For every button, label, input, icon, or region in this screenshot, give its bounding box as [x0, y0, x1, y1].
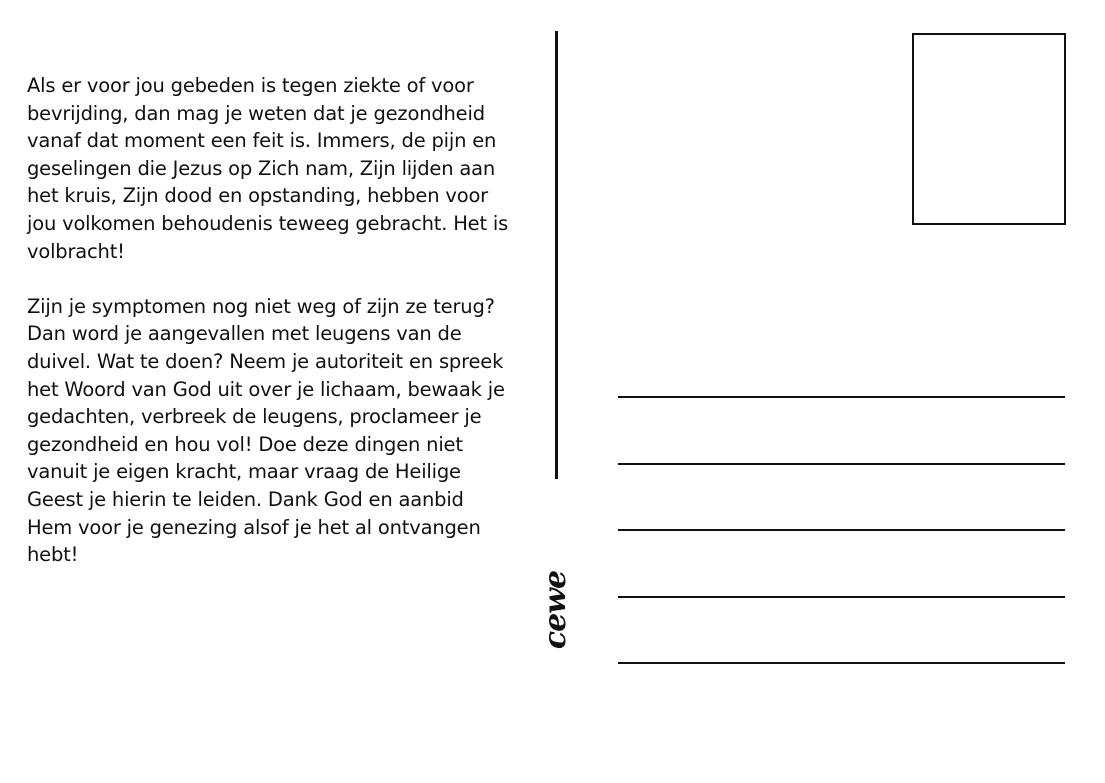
message-text — [27, 72, 532, 569]
address-line — [618, 463, 1065, 465]
address-line — [618, 529, 1065, 531]
brand-logo: cewe — [537, 570, 573, 650]
message-paragraph-1: Als er voor jou gebeden is tegen ziekte of voor bevrijding, dan mag je weten dat je gezondheid vanaf dat moment een feit is. Immers, de pijn en geselingen die Jezus op Zich nam, Zijn lijden aan het kruis, Zijn dood en opstanding, hebben voor jou volkomen behoudenis teweeg gebracht. Het is volbracht! — [27, 74, 509, 263]
message-paragraph-2: Zijn je symptomen nog niet weg of zijn ze terug? Dan word je aangevallen met leugens van de duivel. Wat te doen? Neem je autoriteit en spreek het Woord van God uit over je lichaam, bewaak je gedachten, verbreek de leugens, proclameer je gezondheid en hou vol! Doe deze dingen niet vanuit je eigen kracht, maar vraag de Heilige Geest je hierin te leiden. Dank God en aanbid Hem voor je genezing alsof je het al ontvangen hebt! — [27, 294, 505, 567]
center-divider — [555, 31, 558, 479]
address-line — [618, 396, 1065, 398]
stamp-box — [912, 33, 1066, 225]
address-line — [618, 662, 1065, 664]
address-line — [618, 596, 1065, 598]
